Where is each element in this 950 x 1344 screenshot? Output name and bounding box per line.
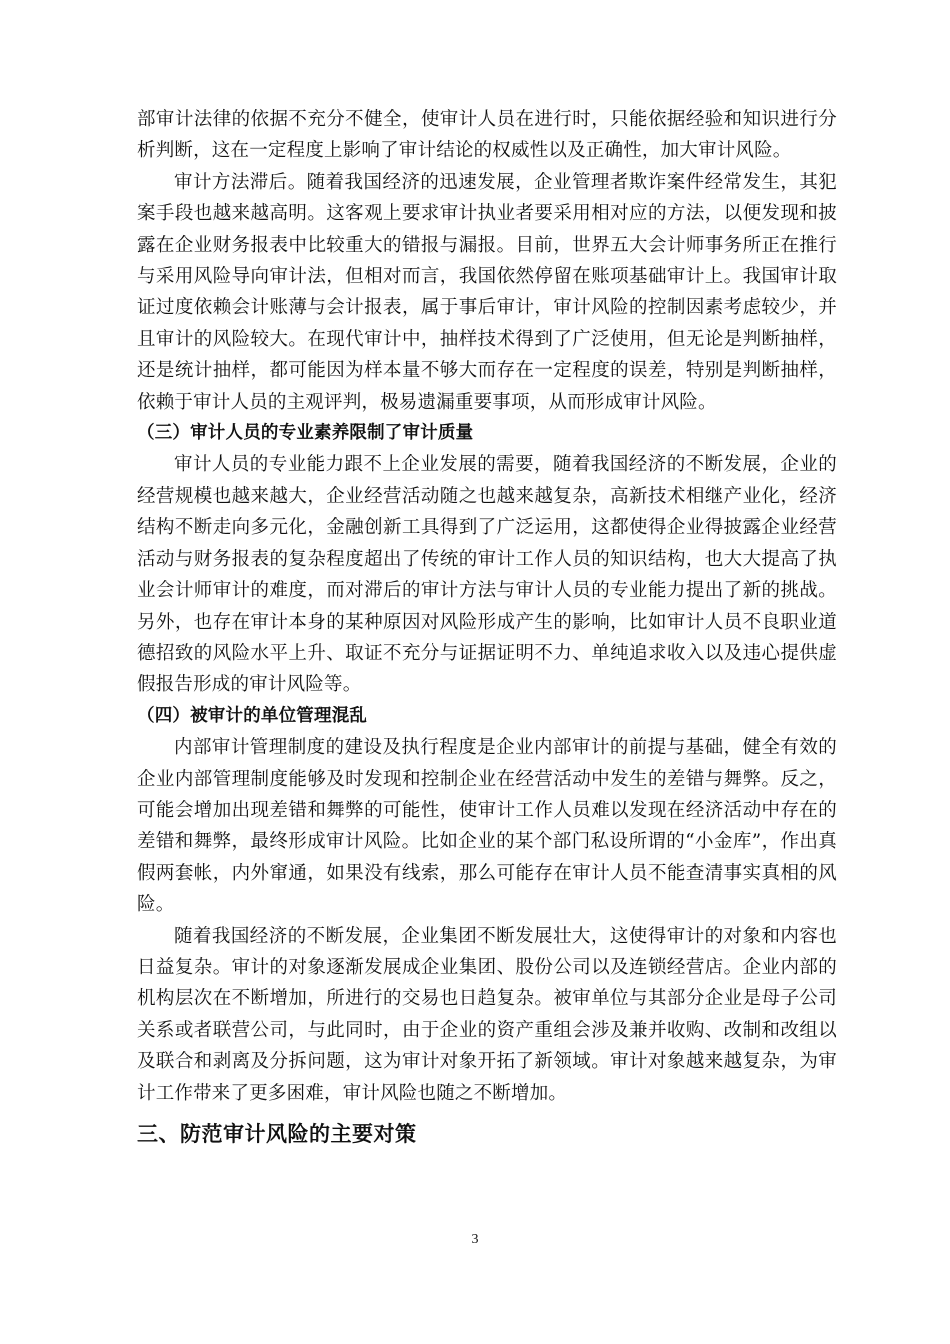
- document-body: [137, 104, 837, 1149]
- paragraph-auditor-ability: 审计人员的专业能力跟不上企业发展的需要，随着我国经济的不断发展，企业的经营规模也越来越大，企业经营活动随之也越来越复杂，高新技术相继产业化，经济结构不断走向多元化，金融创新工具得到了广泛运用，这都使得企业得披露企业经营活动与财务报表的复杂程度超出了传统的审计工作人员的知识结构，也大大提高了执业会计师审计的难度，而对滞后的审计方法与审计人员的专业能力提出了新的挑战。另外，也存在审计本身的某种原因对风险形成产生的影响，比如审计人员不良职业道德招致的风险水平上升、取证不充分与证据证明不力、单纯追求收入以及违心提供虚假报告形成的审计风险等。: [137, 454, 837, 696]
- paragraph-legal-basis: 部审计法律的依据不充分不健全，使审计人员在进行时，只能依据经验和知识进行分析判断，这在一定程度上影响了审计结论的权威性以及正确性，加大审计风险。: [137, 109, 837, 162]
- section-title-countermeasures: 三、防范审计风险的主要对策: [137, 1122, 417, 1146]
- subheading-management-chaos: （四）被审计的单位管理混乱: [137, 705, 368, 726]
- paragraph-internal-control: 内部审计管理制度的建设及执行程度是企业内部审计的前提与基础，健全有效的企业内部管理制度能够及时发现和控制企业在经营活动中发生的差错与舞弊。反之，可能会增加出现差错和舞弊的可能性，使审计工作人员难以发现在经济活动中存在的差错和舞弊，最终形成审计风险。比如企业的某个部门私设所谓的“小金库”，作出真假两套帐，内外窜通，如果没有线索，那么可能存在审计人员不能查清事实真相的风险。: [137, 737, 837, 916]
- paragraph-audit-methods: 审计方法滞后。随着我国经济的迅速发展，企业管理者欺诈案件经常发生，其犯案手段也越来越高明。这客观上要求审计执业者要采用相对应的方法，以便发现和披露在企业财务报表中比较重大的错报与漏报。目前，世界五大会计师事务所正在推行与采用风险导向审计法，但相对而言，我国依然停留在账项基础审计上。我国审计取证过度依赖会计账薄与会计报表，属于事后审计，审计风险的控制因素考虑较少，并且审计的风险较大。在现代审计中，抽样技术得到了广泛使用，但无论是判断抽样，还是统计抽样，都可能因为样本量不够大而存在一定程度的误差，特别是判断抽样，依赖于审计人员的主观评判，极易遗漏重要事项，从而形成审计风险。: [137, 171, 837, 413]
- page-number: 3: [471, 1232, 479, 1247]
- paragraph-complex-objects: 随着我国经济的不断发展，企业集团不断发展壮大，这使得审计的对象和内容也日益复杂。审计的对象逐渐发展成企业集团、股份公司以及连锁经营店。企业内部的机构层次在不断增加，所进行的交易也日趋复杂。被审单位与其部分企业是母子公司关系或者联营公司，与此同时，由于企业的资产重组会涉及兼并收购、改制和改组以及联合和剥离及分拆问题，这为审计对象开拓了新领域。审计对象越来越复杂，为审计工作带来了更多困难，审计风险也随之不断增加。: [137, 925, 837, 1104]
- subheading-auditor-qualification: （三）审计人员的专业素养限制了审计质量: [137, 423, 474, 444]
